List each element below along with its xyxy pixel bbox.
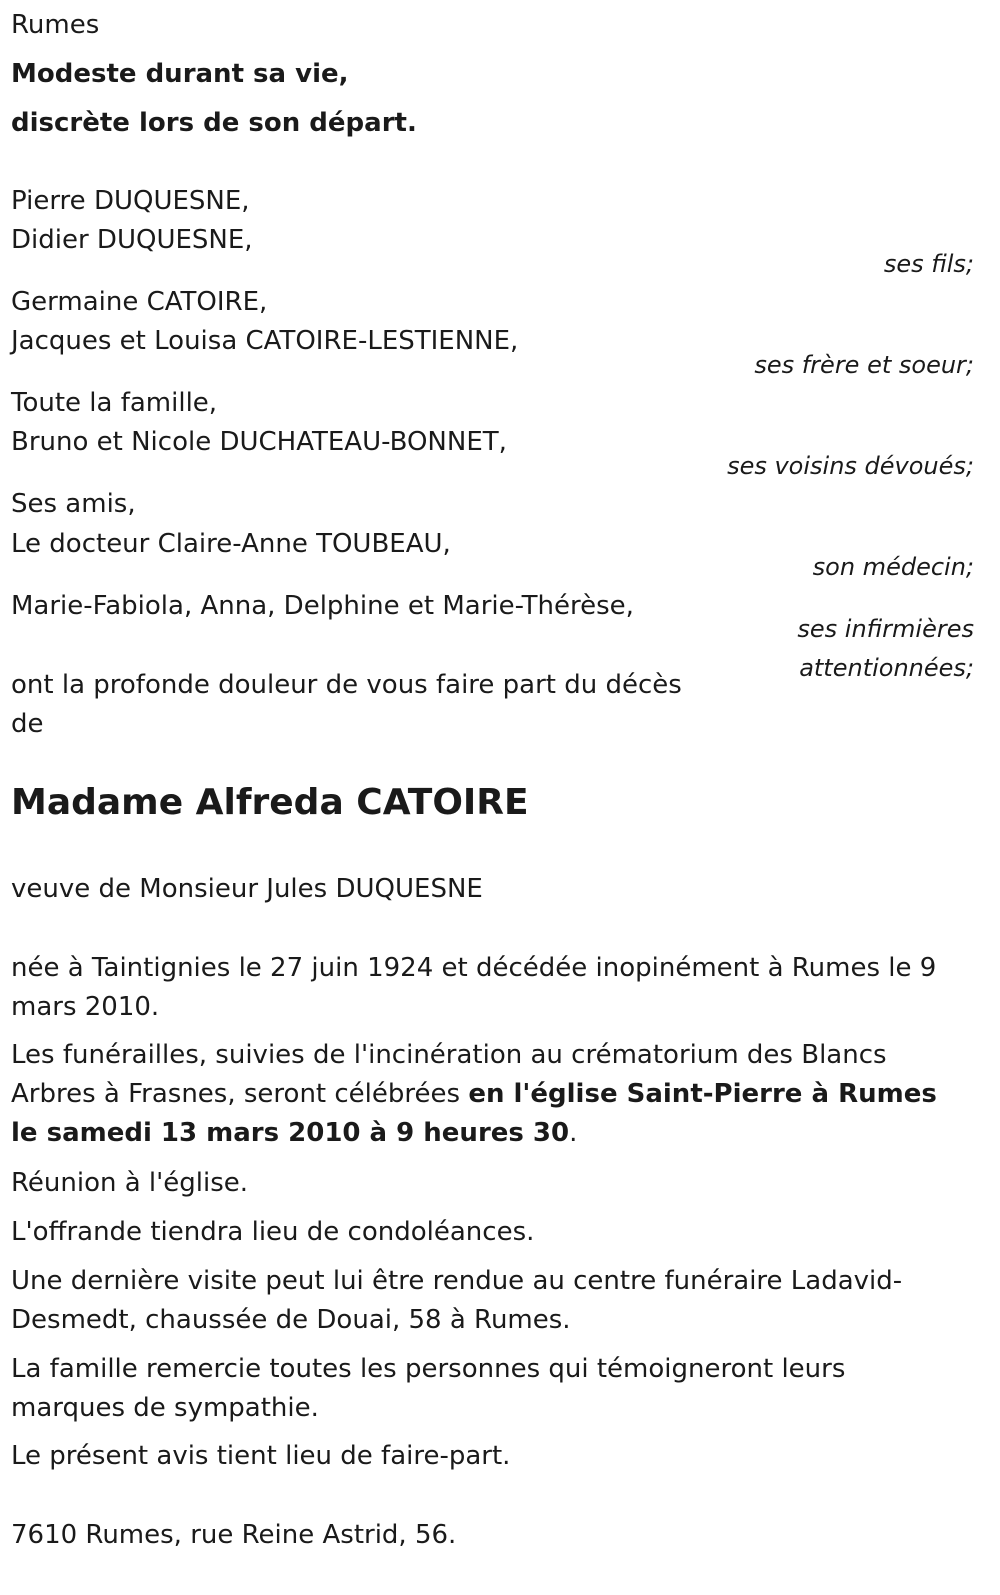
address: 7610 Rumes, rue Reine Astrid, 56.: [11, 1520, 457, 1550]
relation-label: ses frère et soeur;: [754, 351, 974, 379]
funeral-location-date: en l'église Saint-Pierre à Rumes le samedi 13 mars 2010 à 9 heures 30: [11, 1079, 937, 1148]
family-name: Bruno et Nicole DUCHATEAU-BONNET,: [11, 427, 507, 457]
announcement-line-2: de: [11, 709, 44, 739]
widow-of: veuve de Monsieur Jules DUQUESNE: [11, 874, 483, 904]
visit-text: Une dernière visite peut lui être rendue au centre funéraire Ladavid-Desmedt, chaussée de Douai, 58 à Rumes.: [11, 1266, 903, 1335]
family-name: Toute la famille,: [11, 388, 218, 418]
offering-text: L'offrande tiendra lieu de condoléances.: [11, 1217, 535, 1247]
motto-line-2: discrète lors de son départ.: [11, 108, 417, 138]
relation-label: attentionnées;: [799, 654, 974, 682]
deceased-name: Madame Alfreda CATOIRE: [11, 782, 529, 823]
notice-text: Le présent avis tient lieu de faire-part.: [11, 1441, 511, 1471]
family-name: Didier DUQUESNE,: [11, 225, 253, 255]
family-name: Pierre DUQUESNE,: [11, 186, 250, 216]
relation-label: ses voisins dévoués;: [727, 452, 974, 480]
funeral-suffix: .: [569, 1118, 578, 1148]
relation-label: ses infirmières: [797, 615, 974, 643]
family-name: Marie-Fabiola, Anna, Delphine et Marie-Thérèse,: [11, 591, 634, 621]
meeting-text: Réunion à l'église.: [11, 1168, 249, 1198]
place-name: Rumes: [11, 10, 100, 40]
announcement-line-1: ont la profonde douleur de vous faire part du décès: [11, 670, 682, 700]
family-name: Le docteur Claire-Anne TOUBEAU,: [11, 529, 451, 559]
family-name: Jacques et Louisa CATOIRE-LESTIENNE,: [11, 326, 519, 356]
funeral-prefix: Les funérailles, suivies de l'incinération au crématorium des Blancs Arbres à Frasnes, seront célébrées: [11, 1040, 887, 1109]
relation-label: son médecin;: [812, 553, 974, 581]
family-name: Ses amis,: [11, 489, 136, 519]
thanks-text: La famille remercie toutes les personnes qui témoigneront leurs marques de sympathie.: [11, 1354, 846, 1423]
relation-label: ses fils;: [883, 250, 974, 278]
family-name: Germaine CATOIRE,: [11, 287, 268, 317]
funeral-text: [11, 1036, 951, 1153]
motto-line-1: Modeste durant sa vie,: [11, 59, 349, 89]
birth-death-text: née à Taintignies le 27 juin 1924 et décédée inopinément à Rumes le 9 mars 2010.: [11, 953, 937, 1022]
